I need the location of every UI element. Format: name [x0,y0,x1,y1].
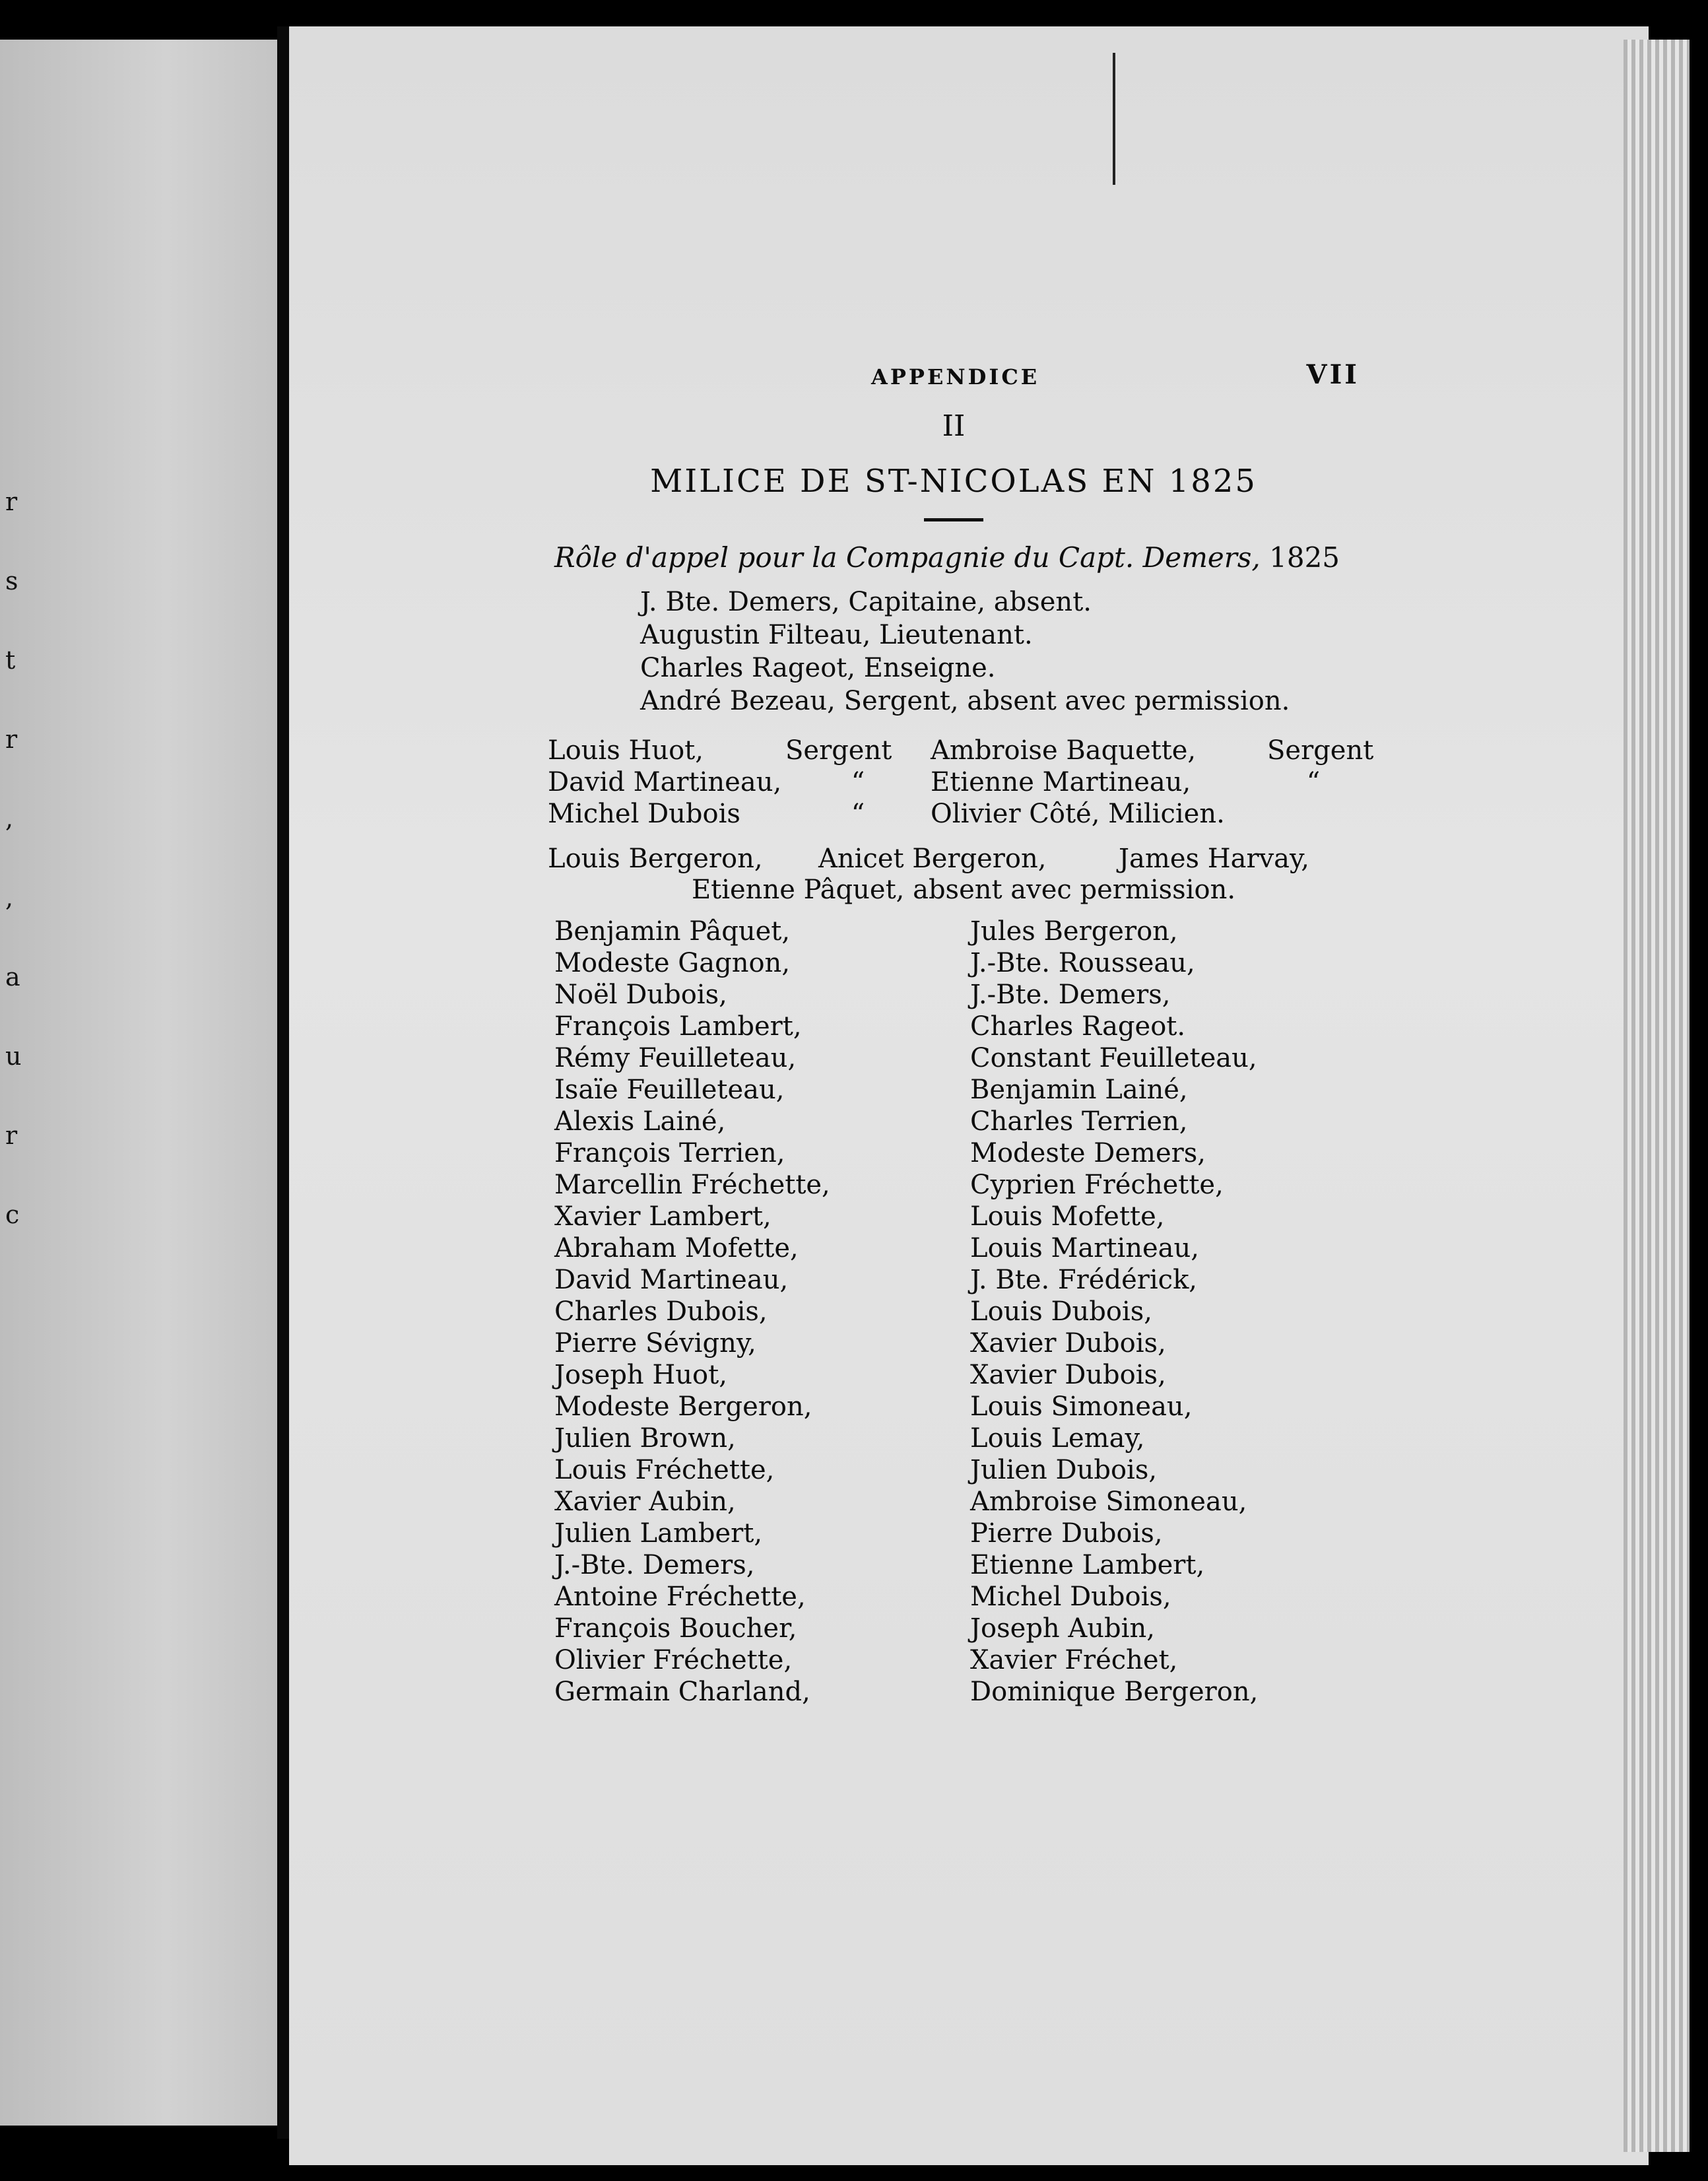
roster-entry: Louis Martineau, [970,1233,1199,1263]
roster-entry: Constant Feuilleteau, [970,1043,1257,1073]
nco-rank: “ [1306,767,1321,797]
roster-entry: Julien Dubois, [970,1455,1158,1485]
roster-entry: Pierre Sévigny, [554,1328,756,1359]
nco-rank: “ [851,799,865,829]
roster-entry: Marcellin Fréchette, [554,1170,830,1200]
militia-name: Louis Bergeron, [548,844,763,874]
roster-entry: Xavier Fréchet, [970,1645,1178,1675]
roster-entry: François Lambert, [554,1011,802,1042]
officer-line: Charles Rageot, Enseigne. [640,653,996,683]
nco-right [931,766,1360,798]
roster-entry: Charles Dubois, [554,1296,768,1327]
officer-line: J. Bte. Demers, Capitaine, absent. [640,587,1092,617]
roster-entry: Modeste Demers, [970,1138,1206,1168]
section-title: MILICE DE ST-NICOLAS EN 1825 [650,463,1257,500]
roster-entry: Etienne Lambert, [970,1550,1205,1580]
roster-entry: J.-Bte. Demers, [970,980,1171,1010]
roster-entry: Charles Terrien, [970,1106,1188,1137]
nco-name: Etienne Martineau, [931,767,1191,797]
officers-list [640,586,1360,718]
left-page [0,40,277,2126]
roster-entry: David Martineau, [554,1265,789,1295]
roster-entry: Cyprien Fréchette, [970,1170,1224,1200]
roster-entry: Julien Lambert, [554,1518,763,1549]
officer-line: André Bezeau, Sergent, absent avec permission. [640,686,1290,716]
roster-entry: Louis Lemay, [970,1423,1145,1454]
nco-name: Michel Dubois [548,799,740,829]
militia-name: Anicet Bergeron, [818,844,1047,874]
roster-entry: Antoine Fréchette, [554,1582,806,1612]
roster [548,916,1360,1708]
roster-entry: Noël Dubois, [554,980,727,1010]
roster-entry: Joseph Aubin, [970,1613,1155,1644]
roster-entry: J.-Bte. Rousseau, [970,948,1195,978]
nco-rank: Sergent [785,735,892,766]
left-page-fragments: r s t r , , a u r c [5,487,22,1229]
roster-entry: J. Bte. Frédérick, [970,1265,1198,1295]
title-rule [924,518,983,521]
roster-right-column [970,916,1360,1708]
roster-entry: Jules Bergeron, [970,916,1178,947]
subtitle-year: 1825 [1269,541,1340,574]
roster-entry: Xavier Lambert, [554,1201,772,1232]
roster-entry: Modeste Bergeron, [554,1392,812,1422]
book-spine [277,26,289,2139]
roster-entry: Joseph Huot, [554,1360,727,1390]
roster-entry: Louis Simoneau, [970,1392,1193,1422]
roster-entry: Xavier Dubois, [970,1328,1166,1359]
nco-name: Ambroise Baquette, [931,735,1197,766]
nco-rank: “ [851,767,865,797]
roster-entry: Ambroise Simoneau, [970,1487,1247,1517]
roll-call-subtitle [554,541,1360,574]
roster-entry: Michel Dubois, [970,1582,1171,1612]
running-head-title: APPENDICE [871,364,1040,389]
page-crease [1113,53,1115,185]
nco-rank [1267,798,1360,830]
nco-left [548,798,931,830]
roster-entry: Louis Fréchette, [554,1455,775,1485]
roster-entry: Charles Rageot. [970,1011,1186,1042]
nco-name: Olivier Côté, Milicien. [931,799,1225,829]
nco-name: David Martineau, [548,767,782,797]
roster-entry: Louis Dubois, [970,1296,1152,1327]
running-head [548,356,1360,396]
subtitle-text: Rôle d'appel pour la Compagnie du Capt. Demers, [554,541,1261,574]
roster-entry: Julien Brown, [554,1423,736,1454]
roster-entry: Dominique Bergeron, [970,1677,1259,1707]
section-number: II [942,409,966,443]
roster-entry: Benjamin Lainé, [970,1075,1188,1105]
roster-entry: François Boucher, [554,1613,797,1644]
roster-entry: J.-Bte. Demers, [554,1550,755,1580]
roster-entry: Abraham Mofette, [554,1233,799,1263]
militia-line [548,843,1360,875]
roster-entry: Benjamin Pâquet, [554,916,791,947]
roster-entry: Isaïe Feuilleteau, [554,1075,785,1105]
roster-entry: Olivier Fréchette, [554,1645,793,1675]
roster-entry: Modeste Gagnon, [554,948,791,978]
nco-table [548,735,1374,830]
nco-left [548,766,931,798]
nco-rank: Sergent [1267,735,1374,766]
roster-entry: Louis Mofette, [970,1201,1165,1232]
nco-left [548,735,931,766]
roster-entry: Alexis Lainé, [554,1106,726,1137]
officer-line: Augustin Filteau, Lieutenant. [640,620,1033,650]
roster-entry: Xavier Dubois, [970,1360,1166,1390]
militia-name: James Harvay, [1119,844,1310,874]
nco-right [931,735,1374,766]
roster-entry: Germain Charland, [554,1677,810,1707]
militia-note: Etienne Pâquet, absent avec permission. [691,875,1236,905]
roster-entry: Rémy Feuilleteau, [554,1043,797,1073]
page-content [548,356,1374,1708]
nco-name: Louis Huot, [548,735,704,766]
roster-entry: François Terrien, [554,1138,785,1168]
roster-entry: Xavier Aubin, [554,1487,736,1517]
nco-right [931,798,1360,830]
page-edges [1624,40,1690,2152]
roster-left-column [548,916,970,1708]
roster-entry: Pierre Dubois, [970,1518,1163,1549]
page-number: VII [1306,359,1360,390]
